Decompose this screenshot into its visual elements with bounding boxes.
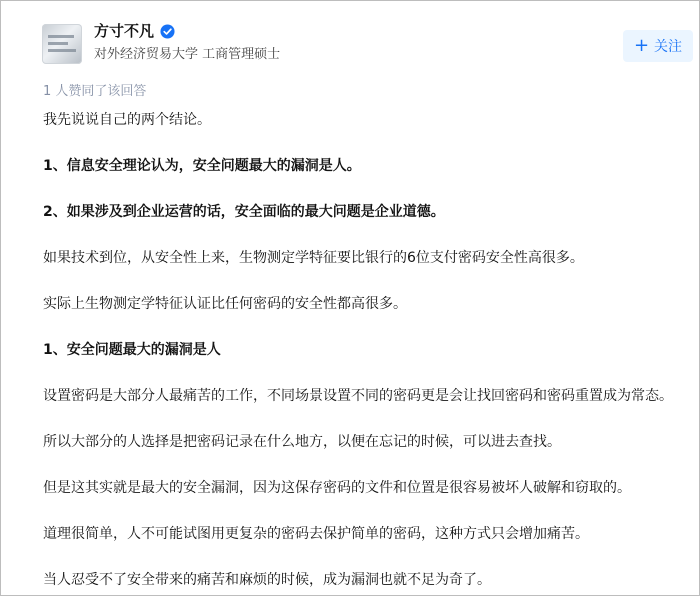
paragraph: 我先说说自己的两个结论。 <box>43 112 211 128</box>
voters-count[interactable]: 1 人赞同了该回答 <box>43 84 147 99</box>
verified-badge-icon <box>160 24 175 39</box>
paragraph: 道理很简单，人不可能试图用更复杂的密码去保护简单的密码，这种方式只会增加痛苦。 <box>43 526 589 542</box>
paragraph: 设置密码是大部分人最痛苦的工作，不同场景设置不同的密码更是会让找回密码和密码重置成为常态。 <box>43 388 673 404</box>
paragraph: 如果技术到位，从安全性上来，生物测定学特征要比银行的6位支付密码安全性高很多。 <box>43 250 584 266</box>
plus-icon: + <box>633 35 650 56</box>
paragraph: 1、信息安全理论认为，安全问题最大的漏洞是人。 <box>43 158 361 174</box>
author-name[interactable]: 方寸不凡 <box>94 22 155 40</box>
paragraph: 实际上生物测定学特征认证比任何密码的安全性都高很多。 <box>43 296 407 312</box>
paragraph: 当人忍受不了安全带来的痛苦和麻烦的时候，成为漏洞也就不足为奇了。 <box>43 572 491 588</box>
follow-button-label: 关注 <box>654 39 683 55</box>
follow-button[interactable] <box>623 30 693 62</box>
paragraph: 1、安全问题最大的漏洞是人 <box>43 342 221 358</box>
paragraph: 但是这其实就是最大的安全漏洞，因为这保存密码的文件和位置是很容易被坏人破解和窃取的。 <box>43 480 631 496</box>
paragraph: 所以大部分的人选择是把密码记录在什么地方，以便在忘记的时候，可以进去查找。 <box>43 434 561 450</box>
avatar[interactable] <box>42 24 82 64</box>
author-bio: 对外经济贸易大学 工商管理硕士 <box>94 47 281 62</box>
answer-header <box>1 1 699 75</box>
answer-content <box>43 108 683 592</box>
paragraph: 2、如果涉及到企业运营的话，安全面临的最大问题是企业道德。 <box>43 204 445 220</box>
